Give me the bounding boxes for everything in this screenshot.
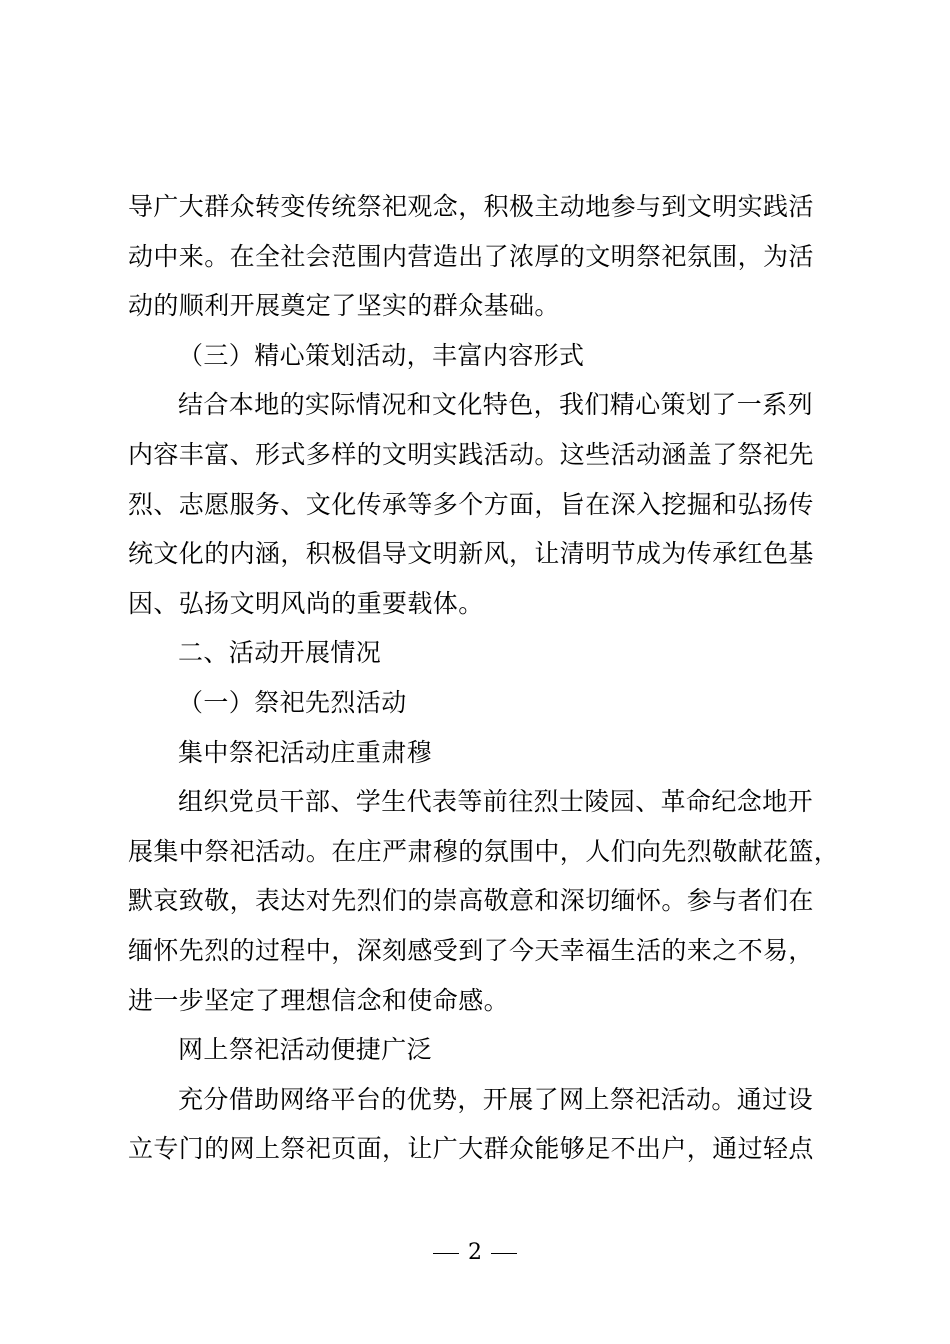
body-text-line: 烈、志愿服务、文化传承等多个方面，旨在深入挖掘和弘扬传 [128, 489, 814, 519]
body-text-line: 立专门的网上祭祀页面，让广大群众能够足不出户，通过轻点 [128, 1134, 814, 1164]
chapter-heading: 二、活动开展情况 [178, 638, 382, 668]
body-text-line: 进一步坚定了理想信念和使命感。 [128, 985, 510, 1015]
body-text-line: 默哀致敬，表达对先烈们的崇高敬意和深切缅怀。参与者们在 [128, 886, 814, 916]
sub-heading: 集中祭祀活动庄重肃穆 [178, 737, 433, 767]
page-footer [0, 1238, 950, 1268]
body-text-line: 动中来。在全社会范围内营造出了浓厚的文明祭祀氛围，为活 [128, 241, 814, 271]
section-heading: （一）祭祀先烈活动 [178, 687, 407, 717]
body-text-line: 因、弘扬文明风尚的重要载体。 [128, 588, 484, 618]
page-number: 2 [468, 1240, 482, 1265]
body-text-line: 展集中祭祀活动。在庄严肃穆的氛围中，人们向先烈敬献花篮， [128, 836, 840, 866]
body-text-line: 充分借助网络平台的优势，开展了网上祭祀活动。通过设 [178, 1084, 814, 1114]
footer-dash-left [433, 1253, 459, 1254]
sub-heading: 网上祭祀活动便捷广泛 [178, 1035, 433, 1065]
document-body [128, 182, 840, 1174]
section-heading: （三）精心策划活动，丰富内容形式 [178, 340, 585, 370]
footer-dash-right [491, 1253, 517, 1254]
body-text-line: 内容丰富、形式多样的文明实践活动。这些活动涵盖了祭祀先 [128, 439, 814, 469]
body-text-line: 统文化的内涵，积极倡导文明新风，让清明节成为传承红色基 [128, 539, 814, 569]
body-text-line: 缅怀先烈的过程中，深刻感受到了今天幸福生活的来之不易， [128, 935, 814, 965]
body-text-line: 结合本地的实际情况和文化特色，我们精心策划了一系列 [178, 390, 814, 420]
body-text-line: 组织党员干部、学生代表等前往烈士陵园、革命纪念地开 [178, 787, 814, 817]
body-text-line: 动的顺利开展奠定了坚实的群众基础。 [128, 291, 560, 321]
body-text-line: 导广大群众转变传统祭祀观念，积极主动地参与到文明实践活 [128, 192, 814, 221]
